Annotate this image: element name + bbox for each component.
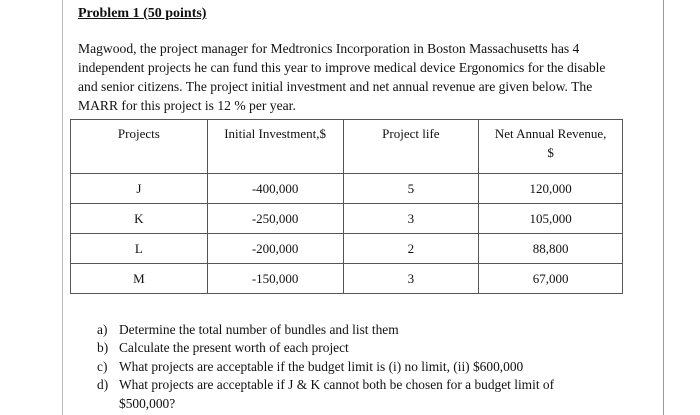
question-letter: b): [97, 340, 109, 356]
questions-list: [97, 321, 657, 413]
intro-line: MARR for this project is 12 % per year.: [78, 98, 296, 113]
header-revenue-line2: $: [547, 145, 554, 160]
question-letter: a): [97, 322, 108, 337]
problem-intro: [78, 39, 638, 115]
cell-revenue: 88,800: [479, 234, 623, 264]
table-header-row: [71, 120, 623, 174]
table-row: [71, 204, 623, 234]
question-item: [97, 339, 657, 357]
question-text: What projects are acceptable if J & K cannot both be chosen for a budget limit of: [119, 377, 555, 393]
cell-project: J: [71, 174, 208, 204]
intro-line: Magwood, the project manager for Medtronics Incorporation in Boston Massachusetts has 4: [78, 41, 580, 56]
problem-title: Problem 1 (50 points): [78, 6, 207, 21]
table-row: [71, 264, 623, 294]
question-text: Calculate the present worth of each project: [119, 340, 349, 356]
intro-line: and senior citizens. The project initial investment and net annual revenue are given below. The: [78, 79, 593, 94]
cell-investment: -150,000: [207, 264, 343, 294]
question-letter: c): [97, 358, 108, 374]
cell-investment: -400,000: [207, 174, 343, 204]
question-item: [97, 376, 657, 413]
question-text: Determine the total number of bundles and list them: [119, 322, 399, 337]
question-letter: d): [97, 377, 109, 393]
table-row: [71, 174, 623, 204]
cell-investment: -200,000: [207, 234, 343, 264]
cell-revenue: 67,000: [479, 264, 623, 294]
projects-table: [70, 119, 623, 294]
cell-life: 2: [343, 234, 479, 264]
question-item: [97, 321, 657, 339]
cell-revenue: 105,000: [479, 204, 623, 234]
header-net-annual-revenue: [479, 120, 623, 174]
cell-life: 5: [343, 174, 479, 204]
cell-project: L: [71, 234, 208, 264]
page-left-border: [62, 0, 63, 415]
question-text-continued: $500,000?: [119, 395, 176, 411]
cell-life: 3: [343, 204, 479, 234]
cell-investment: -250,000: [207, 204, 343, 234]
page-right-border: [663, 0, 664, 415]
table-row: [71, 234, 623, 264]
cell-revenue: 120,000: [479, 174, 623, 204]
header-revenue-line1: Net Annual Revenue,: [494, 126, 607, 141]
header-initial-investment: Initial Investment,$: [207, 120, 343, 174]
question-item: [97, 358, 657, 376]
cell-project: K: [71, 204, 208, 234]
cell-life: 3: [343, 264, 479, 294]
intro-line: independent projects he can fund this year to improve medical device Ergonomics for the disable: [78, 60, 606, 75]
cell-project: M: [71, 264, 208, 294]
question-text: What projects are acceptable if the budget limit is (i) no limit, (ii) $600,000: [119, 358, 524, 374]
header-project-life: Project life: [343, 120, 479, 174]
header-projects: Projects: [71, 120, 208, 174]
